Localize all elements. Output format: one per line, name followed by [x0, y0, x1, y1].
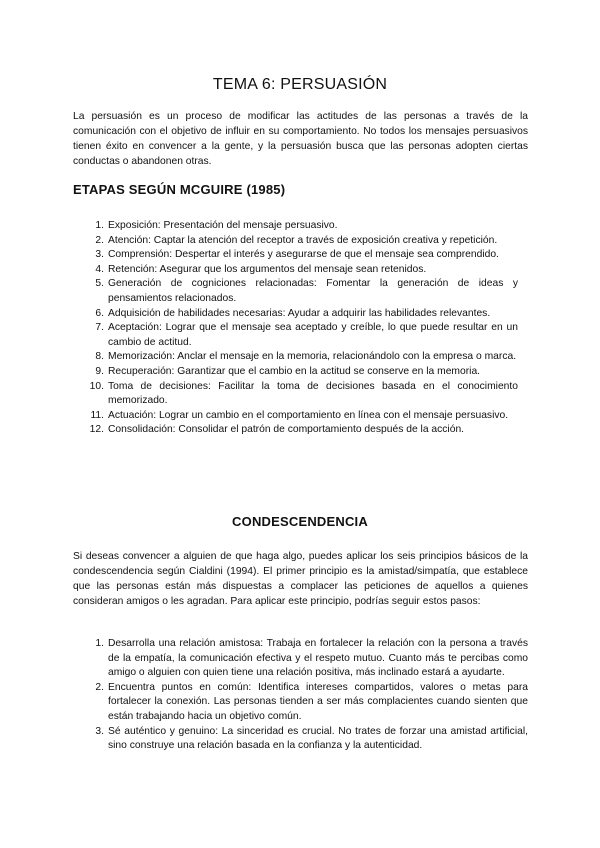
list-item — [82, 681, 528, 725]
list-item-text: Adquisición de habilidades necesarias: Ayudar a adquirir las habilidades relevantes. — [108, 307, 491, 319]
list-item — [82, 248, 518, 263]
list-item — [82, 307, 518, 322]
list-item-text: Desarrolla una relación amistosa: Trabaja en fortalecer la relación con la persona a través de la empatía, la comunicación efectiva y el respeto mutuo. Cuanto más te percibas como amigo o alguien con quien tiene una relación positiva, más inclinado estará a ayudarte. — [108, 638, 528, 679]
list-item-number: 7. — [95, 322, 104, 334]
list-item-text: Sé auténtico y genuino: La sinceridad es crucial. No trates de forzar una amistad artificial, sino construye una relación basada en la confianza y la autenticidad. — [108, 725, 528, 752]
list-item-text: Memorización: Anclar el mensaje en la memoria, relacionándolo con la empresa o marca. — [108, 351, 517, 363]
list-item — [82, 423, 518, 438]
list-item-number: 3. — [95, 249, 104, 261]
list-item-text: Recuperación: Garantizar que el cambio en la actitud se conserve en la memoria. — [108, 365, 481, 377]
list-item — [82, 380, 518, 409]
list-item-number: 2. — [95, 681, 104, 693]
list-item — [82, 725, 528, 754]
list-item-number: 3. — [95, 725, 104, 737]
list-item-text: Toma de decisiones: Facilitar la toma de decisiones basada en el conocimiento memorizado. — [108, 380, 518, 407]
list-item — [82, 219, 518, 234]
friendship-steps-list — [82, 637, 528, 754]
list-item — [82, 263, 518, 278]
list-item-text: Generación de cogniciones relacionadas: Fomentar la generación de ideas y pensamientos relacionados. — [108, 278, 518, 304]
list-item-text: Actuación: Lograr un cambio en el comportamiento en línea con el mensaje persuasivo. — [108, 409, 509, 421]
list-item-number: 8. — [95, 351, 104, 363]
intro-paragraph: La persuasión es un proceso de modificar las actitudes de las personas a través de la comunicación con el objetivo de influir en su comportamiento. No todos los mensajes persuasivos tienen éxito en convencer a la gente, y la persuasión busca que las personas adopten ciertas conductas o abandonen otras. — [73, 111, 528, 167]
list-item — [82, 409, 518, 424]
mcguire-stages-list — [82, 219, 518, 438]
list-item — [82, 637, 528, 681]
list-item — [82, 321, 518, 350]
list-item-text: Consolidación: Consolidar el patrón de comportamiento después de la acción. — [108, 424, 465, 436]
page-title: TEMA 6: PERSUASIÓN — [212, 76, 388, 93]
list-item-text: Encuentra puntos en común: Identifica intereses compartidos, valores o metas para fortalecer la conexión. Las personas tienden a ser más complacientes cuando sienten que están trabajando hacia un objetivo común. — [108, 681, 528, 722]
list-item-number: 10. — [89, 380, 104, 392]
list-item-text: Atención: Captar la atención del receptor a través de exposición creativa y repetición. — [108, 234, 498, 246]
list-item-number: 2. — [95, 234, 104, 246]
list-item-number: 12. — [89, 424, 104, 436]
section-heading-mcguire: ETAPAS SEGÚN MCGUIRE (1985) — [73, 182, 286, 197]
list-item-number: 4. — [95, 263, 104, 275]
list-item-number: 1. — [95, 220, 104, 231]
list-item-text: Aceptación: Lograr que el mensaje sea aceptado y creíble, lo que puede resultar en un cambio de actitud. — [108, 322, 518, 348]
list-item-number: 9. — [95, 365, 104, 377]
list-item-number: 5. — [95, 278, 104, 290]
list-item — [82, 350, 518, 365]
list-item — [82, 365, 518, 380]
list-item-text: Retención: Asegurar que los argumentos del mensaje sean retenidos. — [108, 263, 427, 275]
list-item-number: 6. — [95, 307, 104, 319]
list-item-number: 1. — [95, 638, 104, 649]
list-item — [82, 234, 518, 249]
list-item — [82, 277, 518, 306]
list-item-text: Exposición: Presentación del mensaje persuasivo. — [108, 220, 338, 231]
condescendencia-paragraph: Si deseas convencer a alguien de que haga algo, puedes aplicar los seis principios básicos de la condescendencia según Cialdini (1994). El primer principio es la amistad/simpatía, que establece que las personas están más dispuestas a complacer las peticiones de aquellos a quienes consideran amigos o les agradan. Para aplicar este principio, podrías seguir estos pasos: — [73, 551, 528, 607]
list-item-number: 11. — [90, 409, 104, 421]
section-heading-condescendencia: CONDESCENDENCIA — [232, 514, 368, 529]
list-item-text: Comprensión: Despertar el interés y asegurarse de que el mensaje sea comprendido. — [108, 249, 499, 261]
